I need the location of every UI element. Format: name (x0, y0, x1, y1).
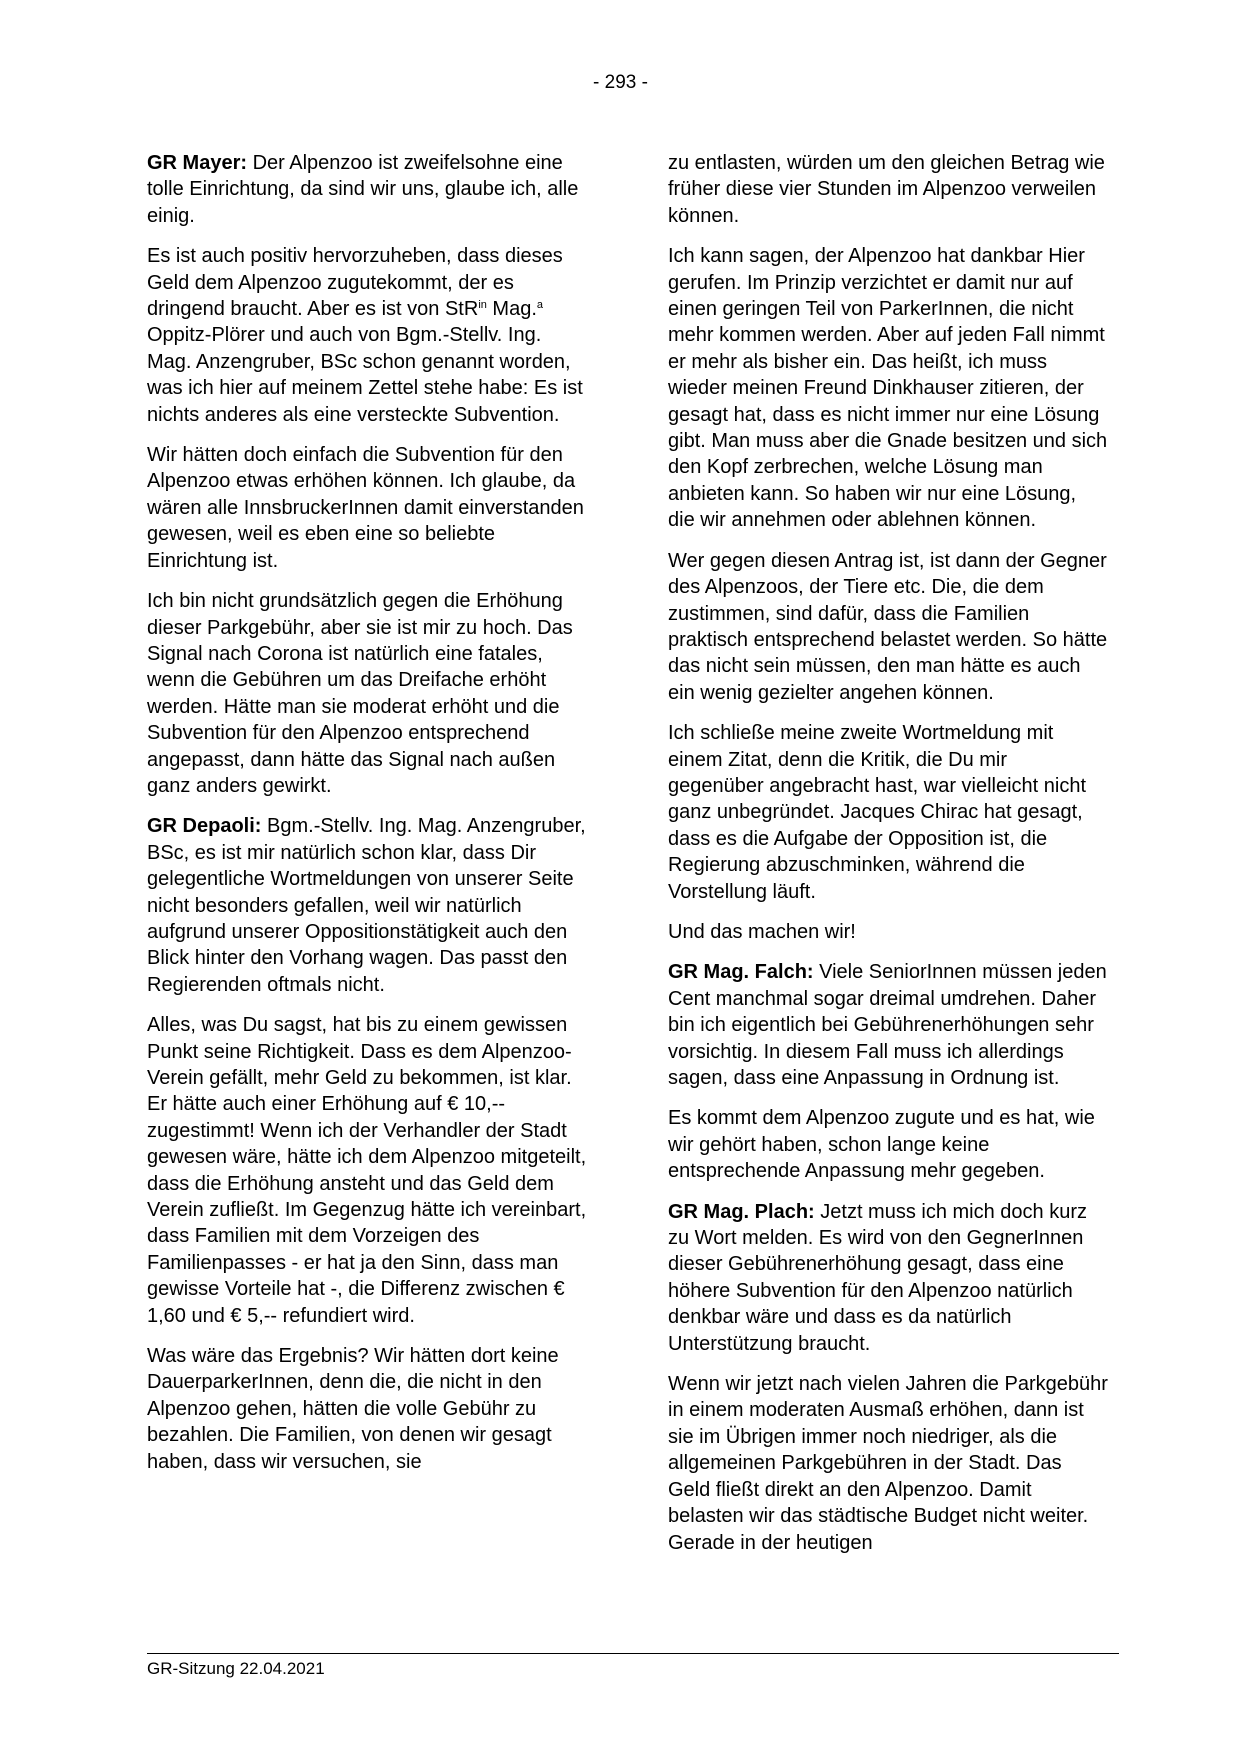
right-column (668, 150, 1108, 1570)
footer-divider (147, 1653, 1119, 1654)
paragraph: Ich schließe meine zweite Wortmeldung mit einem Zitat, denn die Kritik, die Du mir gegenüber angebracht hast, war vielleicht nicht ganz unbegründet. Jacques Chirac hat gesagt, dass es die Aufgabe der Opposition ist, die Regierung abzuschminken, während die Vorstellung läuft. (668, 722, 1087, 903)
speaker-name: GR Mag. Falch: (668, 961, 814, 984)
paragraph: Ich bin nicht grundsätzlich gegen die Erhöhung dieser Parkgebühr, aber sie ist mir zu hoch. Das Signal nach Corona ist natürlich eine fatales, wenn die Gebühren um das Dreifache erhöht werden. Hätte man sie moderat erhöht und die Subvention für den Alpenzoo entsprechend angepasst, dann hätte das Signal nach außen ganz anders gewirkt. (147, 590, 573, 797)
paragraph-text: Oppitz-Plörer und auch von Bgm.-Stellv. Ing. Mag. Anzengruber, BSc schon genannt worden, was ich hier auf meinem Zettel stehe habe: Es ist nichts anderes als eine versteckte Subvention. (147, 324, 583, 426)
paragraph-text: Jetzt muss ich mich doch kurz zu Wort melden. Es wird von den GegnerInnen dieser Gebührenerhöhung gesagt, dass eine höhere Subvention für den Alpenzoo natürlich denkbar wäre und dass es da natürlich Unterstützung braucht. (668, 1200, 1088, 1355)
paragraph-plach (668, 1199, 1108, 1357)
page-number: - 293 - (593, 72, 648, 93)
paragraph: Wer gegen diesen Antrag ist, ist dann der Gegner des Alpenzoos, der Tiere etc. Die, die dem zustimmen, sind dafür, dass die Familien praktisch entsprechend belastet werden. So hätte das nicht sein müssen, den man hätte es auch ein wenig gezielter angehen können. (668, 549, 1108, 704)
paragraph-mayer (147, 150, 587, 229)
paragraph: Es kommt dem Alpenzoo zugute und es hat, wie wir gehört haben, schon lange keine entsprechende Anpassung mehr gegeben. (668, 1107, 1095, 1183)
paragraph-text: Viele SeniorInnen müssen jeden Cent manchmal sogar dreimal umdrehen. Daher bin ich eigentlich bei Gebührenerhöhungen sehr vorsichtig. In diesem Fall muss ich allerdings sagen, dass eine Anpassung in Ordnung ist. (668, 961, 1107, 1089)
speaker-name: GR Mayer: (147, 152, 248, 174)
paragraph: zu entlasten, würden um den gleichen Betrag wie früher diese vier Stunden im Alpenzoo verweilen können. (668, 152, 1105, 227)
paragraph: Was wäre das Ergebnis? Wir hätten dort keine DauerparkerInnen, denn die, die nicht in den Alpenzoo gehen, hätten die volle Gebühr zu bezahlen. Die Familien, von denen wir gesagt haben, dass wir versuchen, sie (147, 1345, 559, 1473)
superscript: in (478, 299, 487, 312)
speaker-name: GR Mag. Plach: (668, 1200, 815, 1223)
paragraph-text: Es ist auch positiv hervorzuheben, dass dieses Geld dem Alpenzoo zugutekommt, der es dringend braucht. Aber es ist von StR (147, 245, 563, 321)
paragraph: Wenn wir jetzt nach vielen Jahren die Parkgebühr in einem moderaten Ausmaß erhöhen, dann ist sie im Übrigen immer noch niedriger, als die allgemeinen Parkgebühren in der Stadt. Das Geld fließt direkt an den Alpenzoo. Damit belasten wir das städtische Budget nicht weiter. Gerade in der heutigen (668, 1373, 1108, 1554)
superscript: a (536, 299, 544, 312)
speaker-name: GR Depaoli: (147, 815, 262, 838)
paragraph: Und das machen wir! (668, 920, 856, 943)
paragraph: Ich kann sagen, der Alpenzoo hat dankbar Hier gerufen. Im Prinzip verzichtet er damit nur auf einen geringen Teil von ParkerInnen, die nicht mehr kommen werden. Aber auf jeden Fall nimmt er mehr als bisher ein. Das heißt, ich muss wieder meinen Freund Dinkhauser zitieren, der gesagt hat, dass es nicht immer nur eine Lösung gibt. Man muss aber die Gnade besitzen und sich den Kopf zerbrechen, welche Lösung man anbieten kann. So haben wir nur eine Lösung, die wir annehmen oder ablehnen können. (668, 245, 1108, 532)
paragraph-falch (668, 959, 1108, 1091)
footer-session-date: GR-Sitzung 22.04.2021 (147, 1659, 325, 1678)
paragraph-text: Der Alpenzoo ist zweifelsohne eine tolle Einrichtung, da sind wir uns, glaube ich, alle einig. (147, 152, 579, 227)
paragraph-text: Mag. (486, 298, 537, 321)
paragraph (147, 243, 587, 428)
paragraph-depaoli (147, 813, 587, 998)
paragraph: Wir hätten doch einfach die Subvention für den Alpenzoo etwas erhöhen können. Ich glaube, da wären alle InnsbruckerInnen damit einverstanden gewesen, weil es eben eine so beliebte Einrichtung ist. (147, 444, 584, 572)
paragraph-text: Bgm.-Stellv. Ing. Mag. Anzengruber, BSc, es ist mir natürlich schon klar, dass Dir gelegentliche Wortmeldungen von unserer Seite nicht besonders gefallen, weil wir natürlich aufgrund unserer Oppositionstätigkeit auch den Blick hinter den Vorhang wagen. Das passt den Regierenden oftmals nicht. (147, 815, 586, 996)
left-column (147, 150, 587, 1489)
paragraph: Alles, was Du sagst, hat bis zu einem gewissen Punkt seine Richtigkeit. Dass es dem Alpenzoo-Verein gefällt, mehr Geld zu bekommen, ist klar. Er hätte auch einer Erhöhung auf € 10,-- zugestimmt! Wenn ich der Verhandler der Stadt gewesen wäre, hätte ich dem Alpenzoo mitgeteilt, dass die Erhöhung ansteht und das Geld dem Verein zufließt. Im Gegenzug hätte ich vereinbart, dass Familien mit dem Vorzeigen des Familienpasses - er hat ja den Sinn, dass man gewisse Vorteile hat -, die Differenz zwischen € 1,60 und € 5,-- refundiert wird. (147, 1014, 587, 1327)
